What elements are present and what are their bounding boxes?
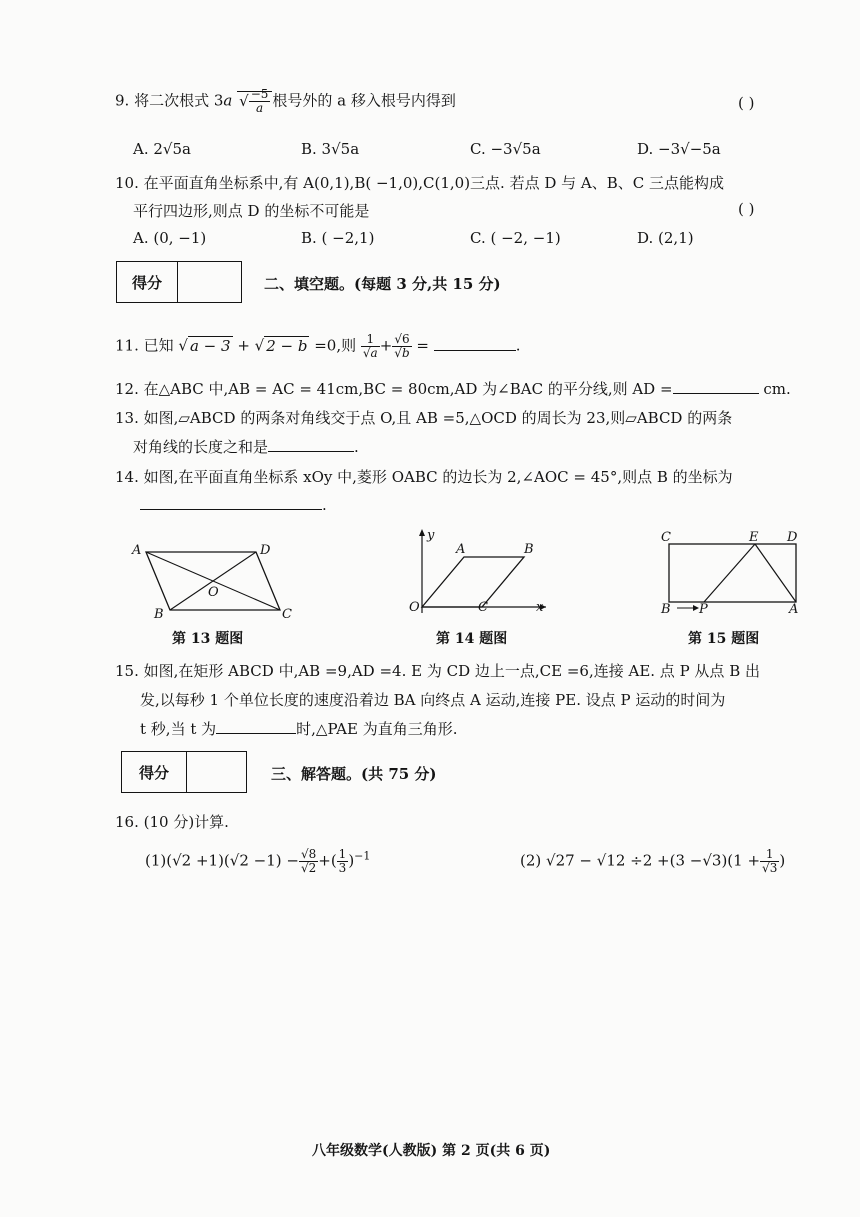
label-o: O xyxy=(208,585,219,600)
q11-fraction-1 xyxy=(361,333,380,360)
label-x: x xyxy=(536,600,544,615)
q15-line3-end: 时,△PAE 为直角三角形. xyxy=(296,720,458,738)
q13-line2-text: 对角线的长度之和是 xyxy=(133,438,269,456)
q13-line1: 13. 如图,▱ABCD 的两条对角线交于点 O,且 AB =5,△OCD 的周长为 23,则▱ABCD 的两条 xyxy=(115,409,733,427)
rectangle-abcd xyxy=(669,544,796,602)
q12-text: 12. 在△ABC 中,AB = AC = 41cm,BC = 80cm,AD 为∠BAC 的平分线,则 AD = xyxy=(115,380,673,398)
segment-pe xyxy=(704,544,755,602)
diagonal-bd xyxy=(170,552,256,610)
q9-option-c: C. −3√5a xyxy=(470,140,541,158)
label-y: y xyxy=(427,528,435,543)
q13-line2 xyxy=(133,436,359,457)
y-axis-arrow xyxy=(419,529,425,536)
figure-14-caption: 第 14 题图 xyxy=(436,631,508,647)
score-field[interactable] xyxy=(178,262,241,302)
q11-radical-1: a − 3 xyxy=(189,336,231,355)
q10-option-c: C. ( −2, −1) xyxy=(470,229,561,247)
figure-14-rhombus-axes xyxy=(400,525,550,620)
label-c: C xyxy=(661,530,671,545)
q16-p1-close: ) xyxy=(348,851,355,870)
label-o: O xyxy=(409,600,420,615)
section-3-title: 三、解答题。(共 75 分) xyxy=(271,765,437,783)
q16-p1-fraction-2 xyxy=(337,848,349,875)
q10-option-a: A. (0, −1) xyxy=(133,229,207,247)
label-b: B xyxy=(524,542,534,557)
q10-line1: 10. 在平面直角坐标系中,有 A(0,1),B( −1,0),C(1,0)三点. 若点 D 与 A、B、C 三点能构成 xyxy=(115,174,725,192)
q9-suffix: 根号外的 a 移入根号内得到 xyxy=(272,91,456,110)
label-p: P xyxy=(699,602,708,617)
page-footer: 八年级数学(人教版) 第 2 页(共 6 页) xyxy=(312,1143,551,1159)
q10-option-b: B. ( −2,1) xyxy=(301,229,375,247)
q10-option-d: D. (2,1) xyxy=(637,229,694,247)
q14-line2 xyxy=(140,496,327,514)
q11-plus: + xyxy=(232,336,255,355)
q11-f1-num: 1 xyxy=(361,333,380,347)
q14-line1: 14. 如图,在平面直角坐标系 xOy 中,菱形 OABC 的边长为 2,∠AOC = 45°,则点 B 的坐标为 xyxy=(115,468,733,486)
label-b: B xyxy=(661,602,671,617)
label-a: A xyxy=(456,542,466,557)
q13-end: . xyxy=(354,438,359,456)
q11-f1-den: √a xyxy=(362,346,378,360)
label-c: C xyxy=(478,600,488,615)
q13-answer-blank[interactable] xyxy=(268,451,354,452)
question-9 xyxy=(115,88,456,115)
figure-15-caption: 第 15 题图 xyxy=(688,631,760,647)
score-label: 得分 xyxy=(117,262,178,302)
q11-end: . xyxy=(515,336,521,355)
q12-unit: cm. xyxy=(763,380,791,398)
q11-answer-blank[interactable] xyxy=(434,350,516,351)
q10-line2: 平行四边形,则点 D 的坐标不可能是 xyxy=(133,202,370,220)
q16-p2-fraction xyxy=(760,848,779,875)
label-b: B xyxy=(154,607,164,622)
q9-option-a: A. 2√5a xyxy=(133,140,191,158)
score-box-1 xyxy=(116,261,242,303)
q9-prefix: 9. 将二次根式 3 xyxy=(115,91,224,110)
q14-answer-blank[interactable] xyxy=(140,509,322,510)
q16-p1-exponent: −1 xyxy=(354,849,371,863)
q9-numerator: −5 xyxy=(250,87,269,101)
q15-answer-blank[interactable] xyxy=(216,733,296,734)
question-12 xyxy=(115,378,791,399)
q15-line2: 发,以每秒 1 个单位长度的速度沿着边 BA 向终点 A 运动,连接 PE. 设点 P 运动的时间为 xyxy=(140,691,726,709)
q16-p1-num: √8 xyxy=(300,847,317,861)
figure-15-rectangle xyxy=(655,527,805,617)
q11-prefix: 11. 已知 xyxy=(115,336,174,355)
q9-fraction xyxy=(249,88,271,115)
q16-p1-den: √2 xyxy=(300,861,317,875)
q16-p2-expr: (2) √27 − √12 ÷2 +(3 −√3)(1 + xyxy=(520,851,761,870)
q15-line1: 15. 如图,在矩形 ABCD 中,AB =9,AD =4. E 为 CD 边上一点,CE =6,连接 AE. 点 P 从点 B 出 xyxy=(115,662,760,680)
question-11: 11. 已知 √ a − 3 + √ 2 − b =0,则 $\frac{1}{√a}$ + $\frac{√6}{√b}$ = . xyxy=(115,332,521,360)
score-box-2 xyxy=(121,751,247,793)
q9-var-a: a xyxy=(223,91,233,110)
q16-p1-f2-num: 1 xyxy=(338,847,347,861)
q16-p1-expr: (1)(√2 +1)(√2 −1) − xyxy=(145,851,299,870)
q9-radical: √ $\frac{-5}{a}$ xyxy=(237,91,272,110)
q9-option-d: D. −3√−5a xyxy=(637,140,721,158)
label-d: D xyxy=(787,530,798,545)
q15-line3 xyxy=(140,718,457,739)
q16-title: 16. (10 分)计算. xyxy=(115,813,229,831)
segment-ae xyxy=(755,544,796,602)
label-a: A xyxy=(789,602,799,617)
q15-line3-start: t 秒,当 t 为 xyxy=(140,720,217,738)
score-field[interactable] xyxy=(187,752,246,792)
q9-option-b: B. 3√5a xyxy=(301,140,360,158)
q11-mid: =0,则 xyxy=(309,336,357,355)
figure-13-parallelogram xyxy=(128,538,298,623)
rhombus-oabc xyxy=(422,557,524,607)
label-a: A xyxy=(132,543,142,558)
q9-answer-paren: ( ) xyxy=(738,94,755,112)
label-d: D xyxy=(260,543,271,558)
q11-fraction-2 xyxy=(392,333,411,360)
label-c: C xyxy=(282,607,292,622)
figure-13-caption: 第 13 题图 xyxy=(172,631,244,647)
q16-p1-fraction xyxy=(299,848,318,875)
section-2-title: 二、填空题。(每题 3 分,共 15 分) xyxy=(264,275,501,293)
q9-denominator: a xyxy=(255,101,264,115)
q11-f2-den: √b xyxy=(394,346,410,360)
q16-p2-close: ) xyxy=(779,851,786,870)
q11-radical-2: 2 − b xyxy=(266,336,308,355)
q16-part-1 xyxy=(145,848,370,875)
q11-equals: = xyxy=(411,336,434,355)
q16-part-2 xyxy=(520,848,785,875)
q11-f2-num: √6 xyxy=(392,333,411,347)
q16-p1-open: +( xyxy=(318,851,337,870)
q16-p1-f2-den: 3 xyxy=(338,861,347,875)
q12-answer-blank[interactable] xyxy=(673,393,759,394)
q16-p2-num: 1 xyxy=(760,848,779,862)
q16-p2-den: √3 xyxy=(762,861,778,875)
q14-end: . xyxy=(322,496,327,514)
q10-answer-paren: ( ) xyxy=(738,200,755,218)
score-label: 得分 xyxy=(122,752,187,792)
label-e: E xyxy=(749,530,759,545)
